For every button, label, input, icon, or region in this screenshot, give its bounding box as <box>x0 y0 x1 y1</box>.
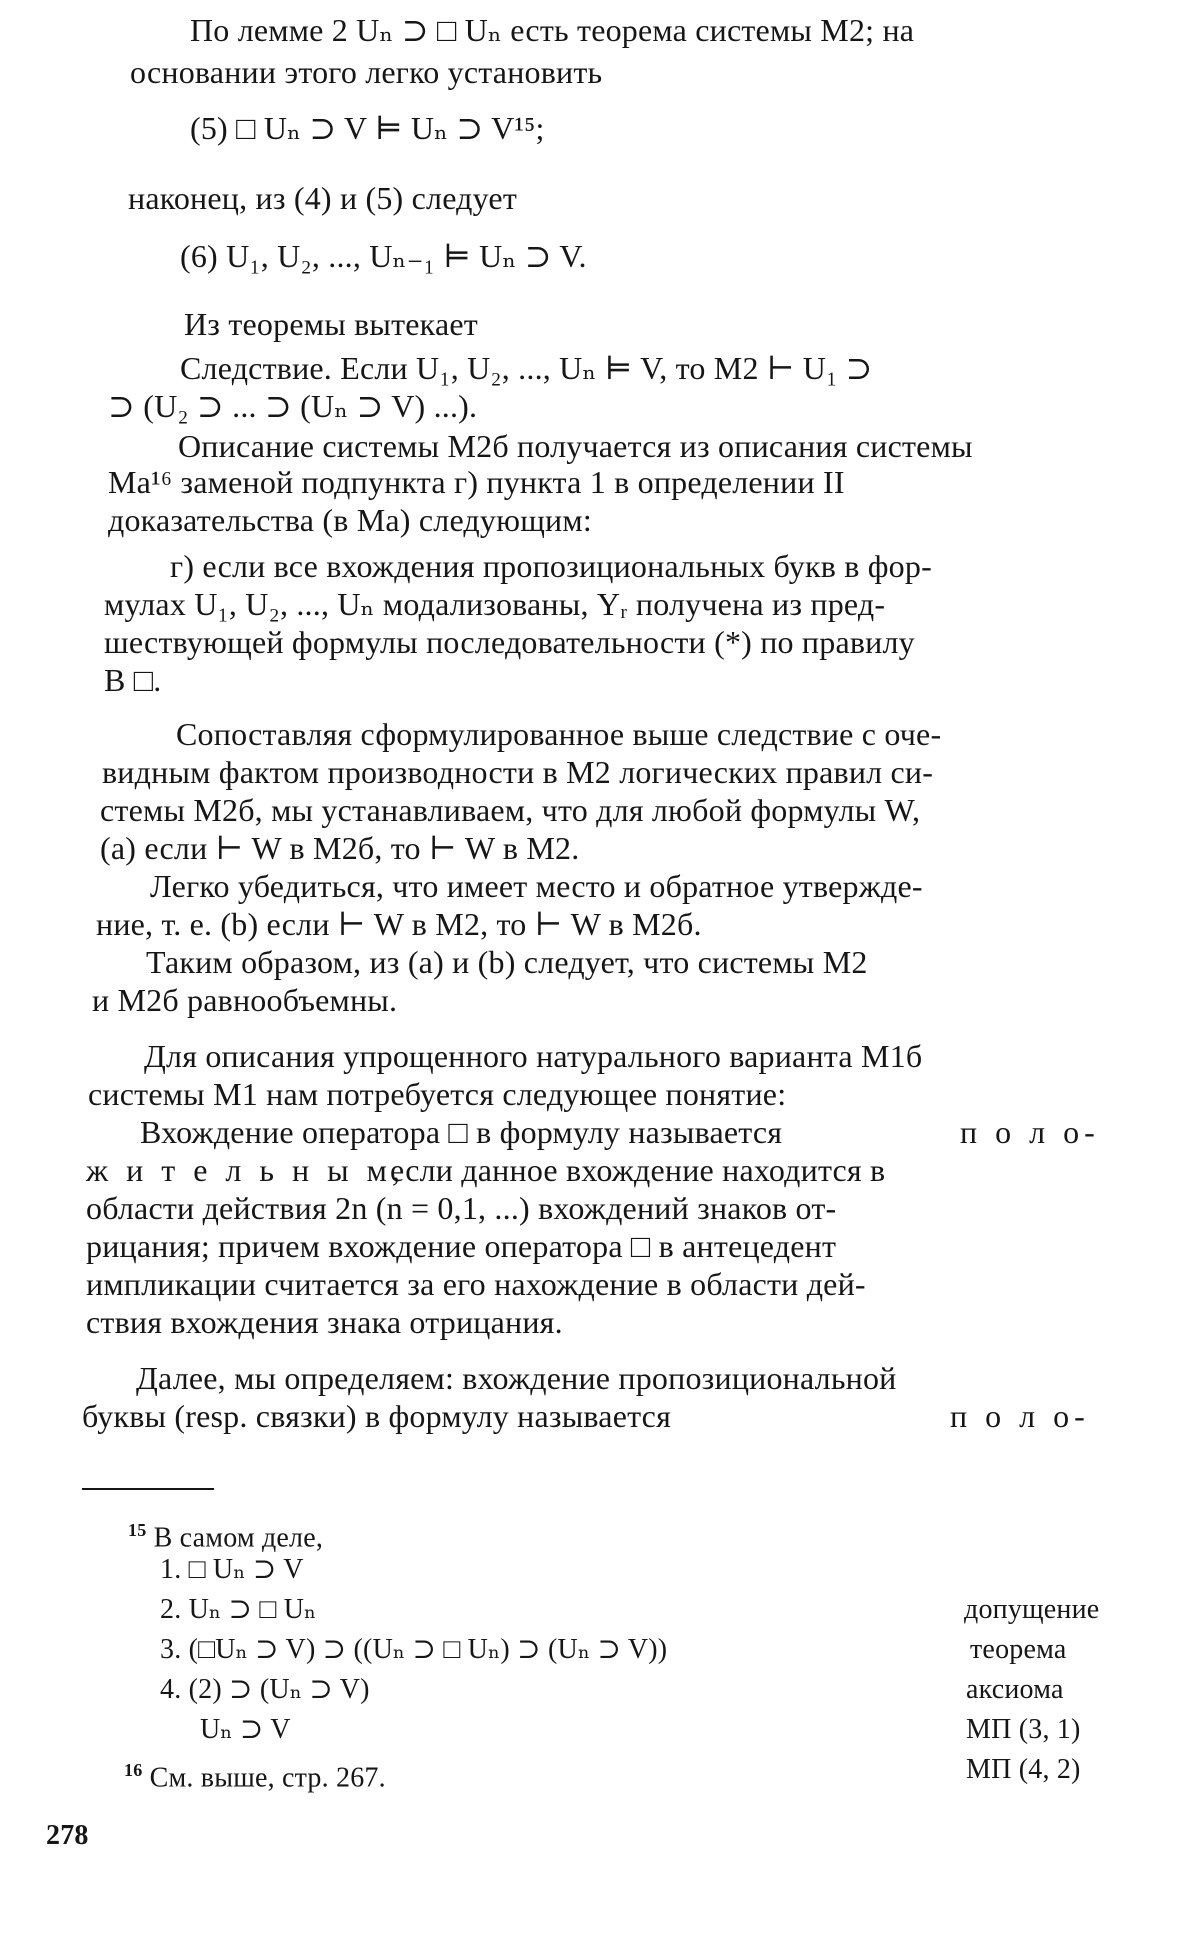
text-line: шествующей формулы последовательности (*) по правилу <box>104 624 915 660</box>
text-line: наконец, из (4) и (5) следует <box>128 180 518 216</box>
text-line: импликации считается за его нахождение в области дей- <box>86 1266 866 1302</box>
text-line: По лемме 2 Uₙ ⊃ □ Uₙ есть теорема системы М2; на <box>190 12 915 48</box>
text-line: В □. <box>104 662 162 698</box>
corollary-line: Следствие. Если U₁, U₂, ..., Uₙ ⊨ V, то М2 ⊢ U₁ ⊃ <box>180 350 873 386</box>
proof-step: 1. □ Uₙ ⊃ V <box>160 1554 304 1585</box>
text-line: (а) если ⊢ W в М2б, то ⊢ W в М2. <box>100 830 580 866</box>
text-line: если данное вхождение находится в <box>390 1152 886 1188</box>
proof-step: Uₙ ⊃ V <box>200 1714 291 1745</box>
proof-justification: допущение <box>964 1594 1100 1625</box>
proof-step: 2. Uₙ ⊃ □ Uₙ <box>160 1594 317 1625</box>
footnote-mark: 16 <box>124 1760 143 1780</box>
text-line: области действия 2n (n = 0,1, ...) вхождений знаков от- <box>86 1190 837 1226</box>
footnote-text: См. выше, стр. 267. <box>149 1762 386 1794</box>
text-line: системы М1 нам потребуется следующее понятие: <box>88 1076 787 1112</box>
text-line: рицания; причем вхождение оператора □ в антецедент <box>86 1228 837 1264</box>
text-line: Для описания упрощенного натурального варианта М1б <box>144 1038 923 1074</box>
text-line: Сопоставляя сформулированное выше следствие с оче- <box>176 716 942 752</box>
text-line: и М2б равнообъемны. <box>92 982 398 1018</box>
footnote-rule <box>82 1488 214 1490</box>
page-number: 278 <box>46 1820 89 1851</box>
footnote-mark: 15 <box>128 1520 147 1540</box>
text-line: Ма¹⁶ заменой подпункта г) пункта 1 в определении II <box>108 464 845 500</box>
spaced-word: ж и т е л ь н ы м, <box>86 1152 405 1188</box>
footnote-16 <box>124 1754 386 1794</box>
spaced-word: п о л о- <box>960 1114 1100 1150</box>
text-line: ние, т. е. (b) если ⊢ W в М2, то ⊢ W в М2б. <box>96 906 702 942</box>
text-line: видным фактом производности в М2 логических правил си- <box>102 754 934 790</box>
text-line: доказательства (в Ма) следующим: <box>108 502 592 538</box>
text-line: Таким образом, из (а) и (b) следует, что системы М2 <box>146 944 868 980</box>
proof-step: 3. (□Uₙ ⊃ V) ⊃ ((Uₙ ⊃ □ Uₙ) ⊃ (Uₙ ⊃ V)) <box>160 1634 668 1665</box>
text-line: ствия вхождения знака отрицания. <box>86 1304 563 1340</box>
text-line: Описание системы М2б получается из описания системы <box>178 428 973 464</box>
proof-justification: аксиома <box>966 1674 1064 1705</box>
formula-5: (5) □ Uₙ ⊃ V ⊨ Uₙ ⊃ V¹⁵; <box>190 110 545 146</box>
proof-step: 4. (2) ⊃ (Uₙ ⊃ V) <box>160 1674 370 1705</box>
text-line: стемы М2б, мы устанавливаем, что для любой формулы W, <box>100 792 921 828</box>
text-line: г) если все вхождения пропозициональных букв в фор- <box>170 548 932 584</box>
spaced-word: п о л о- <box>950 1398 1090 1434</box>
footnote-15 <box>128 1514 323 1554</box>
proof-justification: МП (3, 1) <box>966 1714 1081 1745</box>
text-line: мулах U₁, U₂, ..., Uₙ модализованы, Yᵣ получена из пред- <box>104 586 886 622</box>
text-line: буквы (resp. связки) в формулу называется <box>82 1398 671 1434</box>
text-line: Из теоремы вытекает <box>184 306 478 342</box>
proof-justification: теорема <box>970 1634 1067 1665</box>
proof-justification: МП (4, 2) <box>966 1754 1081 1785</box>
text-line: Вхождение оператора □ в формулу называется <box>140 1114 783 1150</box>
footnote-text: В самом деле, <box>153 1522 324 1554</box>
text-line: Легко убедиться, что имеет место и обратное утвержде- <box>150 868 923 904</box>
text-line: основании этого легко установить <box>130 54 603 90</box>
formula-6: (6) U₁, U₂, ..., Uₙ₋₁ ⊨ Uₙ ⊃ V. <box>180 238 587 274</box>
text-line: ⊃ (U₂ ⊃ ... ⊃ (Uₙ ⊃ V) ...). <box>108 388 478 424</box>
text-line: Далее, мы определяем: вхождение пропозициональной <box>136 1360 897 1396</box>
